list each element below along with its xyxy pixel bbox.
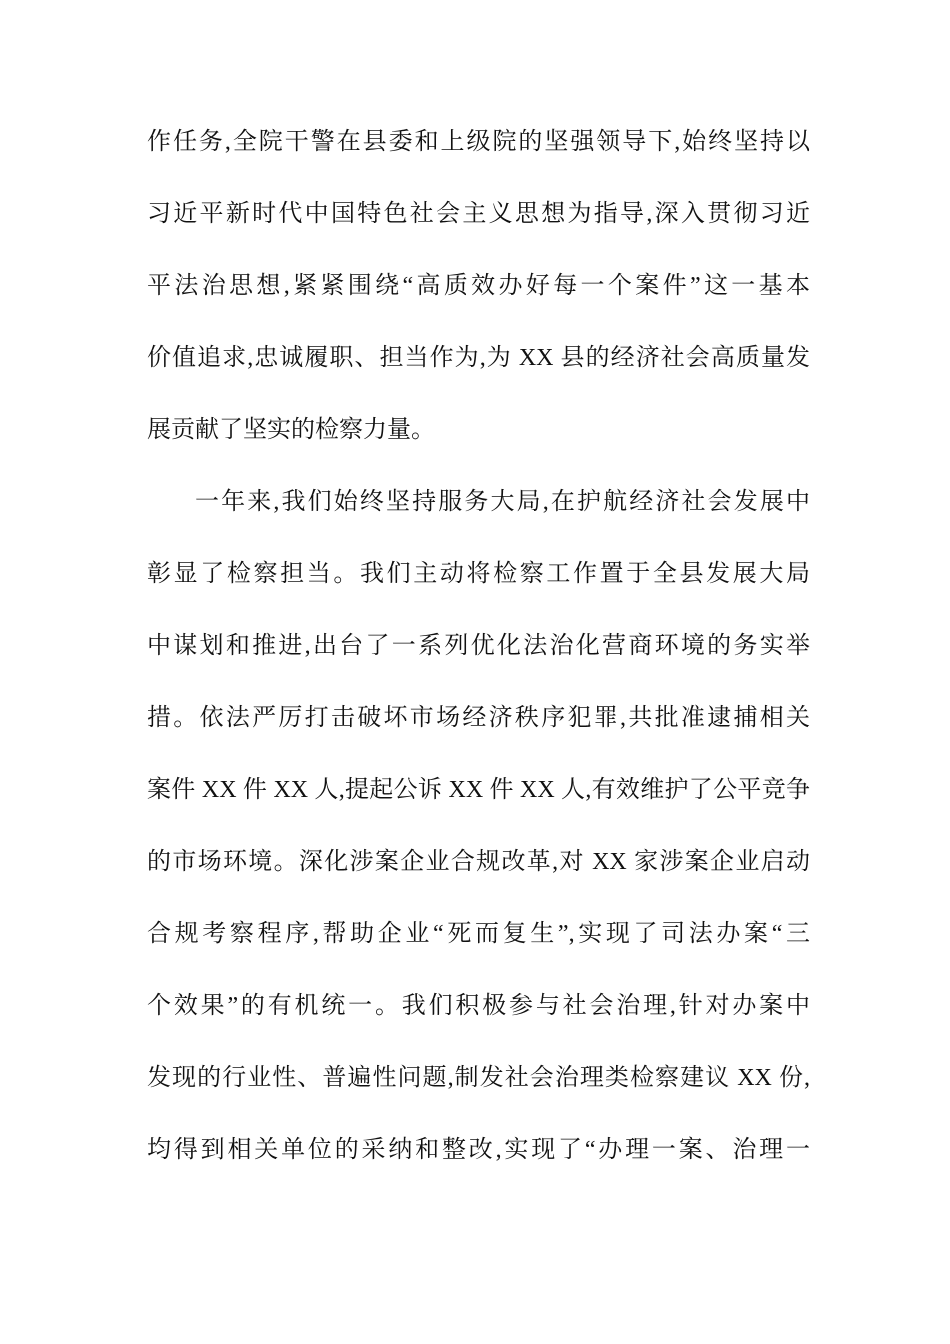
text-line-paragraph-start: 一年来,我们始终坚持服务大局,在护航经济社会发展中 (195, 489, 810, 515)
text-line: 平法治思想,紧紧围绕“高质效办好每一个案件”这一基本 (147, 273, 810, 299)
text-line: 措。依法严厉打击破坏市场经济秩序犯罪,共批准逮捕相关 (147, 705, 810, 731)
text-line: 均得到相关单位的采纳和整改,实现了“办理一案、治理一 (147, 1137, 810, 1163)
text-line: 合规考察程序,帮助企业“死而复生”,实现了司法办案“三 (147, 921, 810, 947)
text-line: 彰显了检察担当。我们主动将检察工作置于全县发展大局 (147, 561, 810, 587)
text-line: 个效果”的有机统一。我们积极参与社会治理,针对办案中 (147, 993, 810, 1019)
text-line: 价值追求,忠诚履职、担当作为,为 XX 县的经济社会高质量发 (147, 345, 810, 371)
text-line: 的市场环境。深化涉案企业合规改革,对 XX 家涉案企业启动 (147, 849, 810, 875)
document-body (147, 106, 810, 1186)
text-line: 习近平新时代中国特色社会主义思想为指导,深入贯彻习近 (147, 201, 810, 227)
text-line: 作任务,全院干警在县委和上级院的坚强领导下,始终坚持以 (147, 129, 810, 155)
text-line: 发现的行业性、普遍性问题,制发社会治理类检察建议 XX 份, (147, 1065, 810, 1091)
text-line: 案件 XX 件 XX 人,提起公诉 XX 件 XX 人,有效维护了公平竞争 (147, 777, 810, 803)
text-line: 中谋划和推进,出台了一系列优化法治化营商环境的务实举 (147, 633, 810, 659)
text-line-paragraph-end: 展贡献了坚实的检察力量。 (147, 417, 435, 443)
